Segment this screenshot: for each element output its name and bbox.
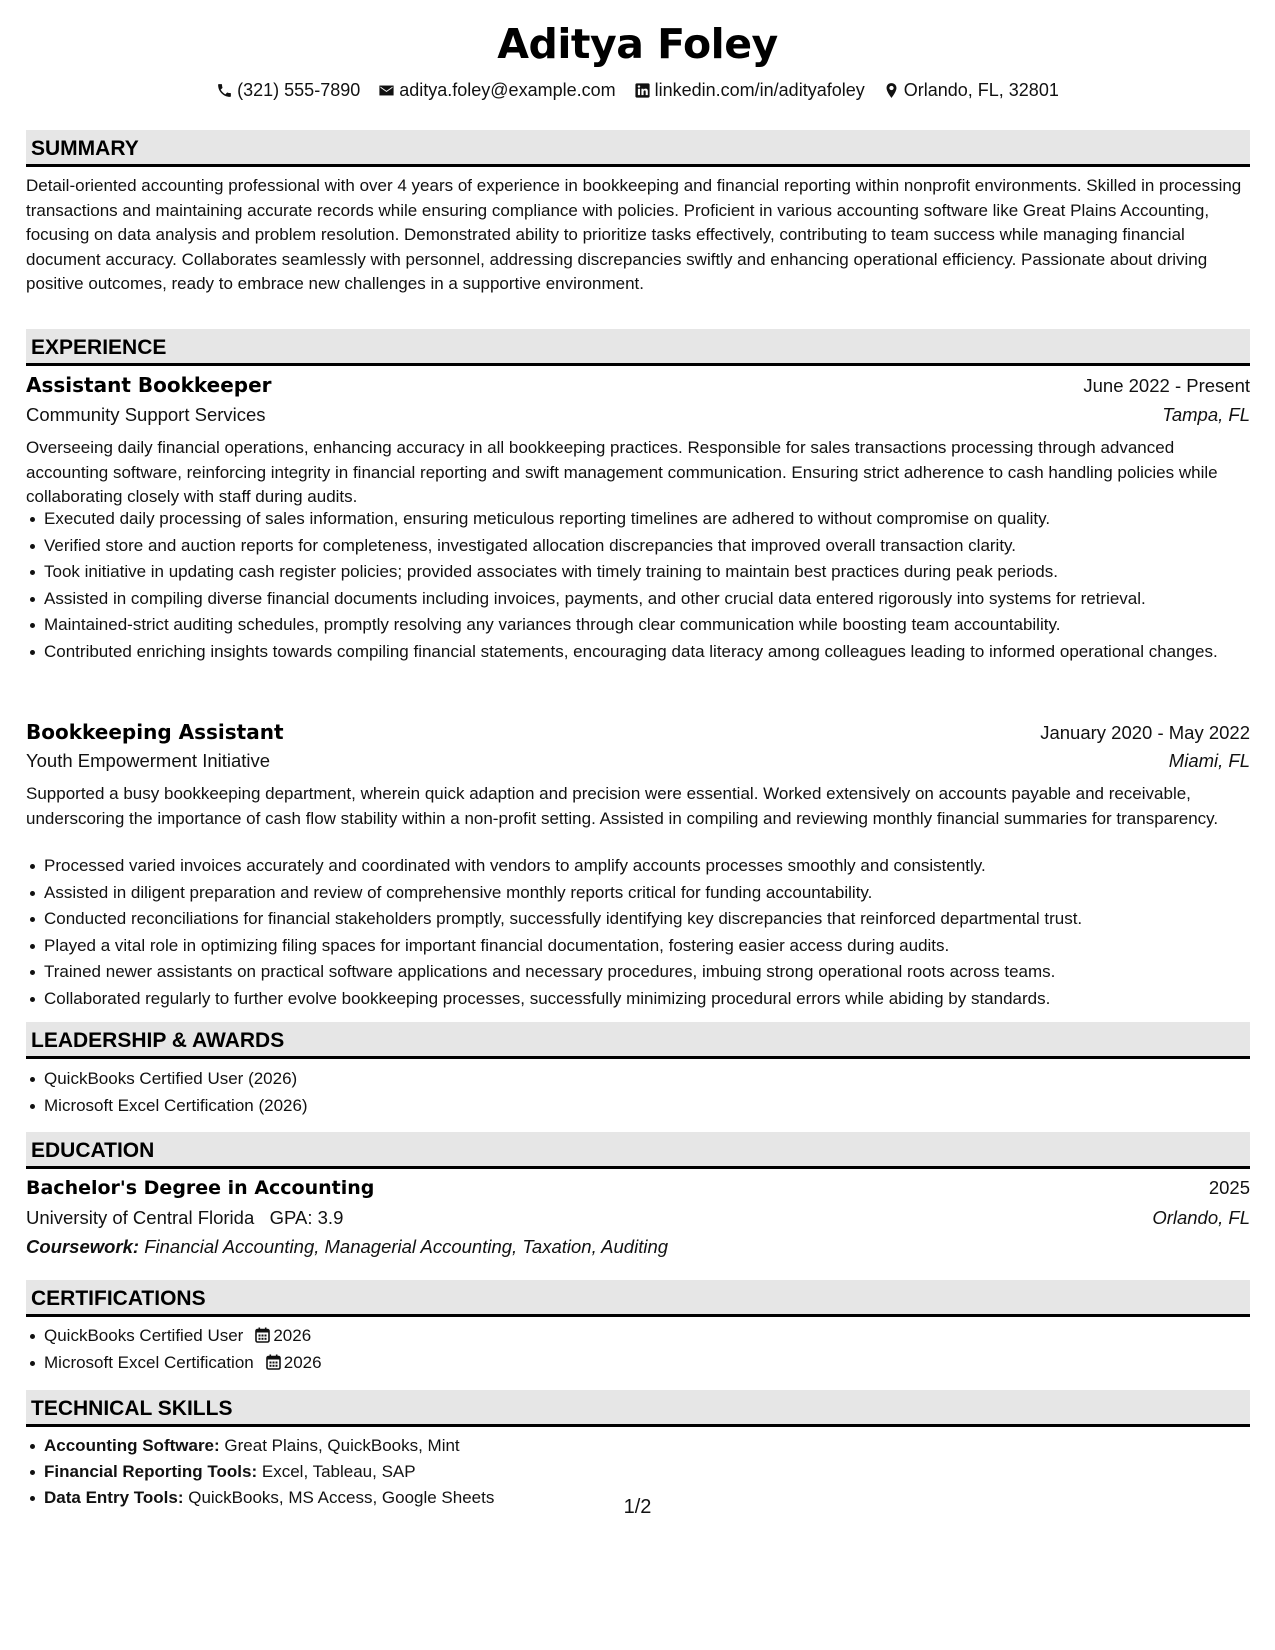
job-bullets xyxy=(26,854,1258,1013)
skill-label: Data Entry Tools: xyxy=(44,1488,184,1507)
certification-name: Microsoft Excel Certification xyxy=(44,1352,254,1372)
calendar-icon xyxy=(266,1354,281,1370)
list-item: Collaborated regularly to further evolve bookkeeping processes, successfully minimizing procedural errors while abiding by standards. xyxy=(44,987,1258,1012)
section-heading: SUMMARY xyxy=(31,137,139,160)
list-item: Played a vital role in optimizing filing spaces for important financial documentation, fostering easier access during audits. xyxy=(44,934,1258,959)
list-item: Executed daily processing of sales information, ensuring meticulous reporting timelines are adhered to without compromise on quality. xyxy=(44,507,1258,532)
coursework-row xyxy=(26,1236,1250,1258)
linkedin-icon xyxy=(634,82,651,99)
school-location: Orlando, FL xyxy=(1152,1207,1250,1228)
job-location: Tampa, FL xyxy=(1162,404,1250,425)
job-subheader xyxy=(26,404,1250,426)
phone-text: (321) 555-7890 xyxy=(237,80,361,100)
skill-label: Financial Reporting Tools: xyxy=(44,1462,258,1481)
list-item: Conducted reconciliations for financial stakeholders promptly, successfully identifying key discrepancies that reinforced departmental trust. xyxy=(44,907,1258,932)
contact-email[interactable] xyxy=(378,80,615,101)
location-text: Orlando, FL, 32801 xyxy=(903,80,1059,100)
list-item xyxy=(44,1324,1258,1349)
section-heading: CERTIFICATIONS xyxy=(31,1287,206,1310)
certification-name: QuickBooks Certified User xyxy=(44,1326,244,1345)
section-education xyxy=(26,1132,1250,1169)
calendar-icon xyxy=(255,1327,270,1343)
job-bullets xyxy=(26,507,1258,666)
section-heading: TECHNICAL SKILLS xyxy=(31,1397,233,1420)
coursework-label: Coursework: xyxy=(26,1236,140,1257)
section-skills xyxy=(26,1390,1250,1427)
list-item xyxy=(44,1460,1258,1484)
coursework xyxy=(26,1236,668,1258)
degree-title: Bachelor's Degree in Accounting xyxy=(26,1177,375,1199)
job-dates: June 2022 - Present xyxy=(1083,375,1250,396)
list-item: Trained newer assistants on practical software applications and necessary procedures, imbuing strong operational roots across teams. xyxy=(44,960,1258,985)
education-subheader xyxy=(26,1207,1250,1229)
list-item xyxy=(44,1351,1258,1376)
section-heading: EDUCATION xyxy=(31,1139,155,1162)
gpa: GPA: 3.9 xyxy=(269,1207,344,1228)
job-description: Supported a busy bookkeeping department, wherein quick adaption and precision were essential. Worked extensively on accounts payable and receivable, underscoring the importance of cash flow stability within a non-profit setting. Assisted in compiling and reviewing monthly financial summaries for transparency. xyxy=(26,784,1219,828)
phone-icon xyxy=(216,82,233,99)
section-summary xyxy=(26,130,1250,167)
section-certifications xyxy=(26,1280,1250,1317)
map-pin-icon xyxy=(883,82,900,99)
skill-value: QuickBooks, MS Access, Google Sheets xyxy=(188,1488,495,1507)
school-name: University of Central Florida xyxy=(26,1207,255,1228)
job-header xyxy=(26,720,1250,744)
job-title: Bookkeeping Assistant xyxy=(26,720,284,744)
school-info xyxy=(26,1207,343,1229)
contact-bar xyxy=(0,80,1275,101)
list-item: Assisted in diligent preparation and review of comprehensive monthly reports critical for funding accountability. xyxy=(44,881,1258,906)
job-location: Miami, FL xyxy=(1168,750,1250,771)
contact-phone xyxy=(216,80,360,101)
leadership-list xyxy=(26,1067,1258,1120)
section-heading: EXPERIENCE xyxy=(31,336,167,359)
job-header xyxy=(26,373,1250,397)
job-dates: January 2020 - May 2022 xyxy=(1040,722,1250,743)
list-item: Processed varied invoices accurately and coordinated with vendors to amplify accounts processes smoothly and consistently. xyxy=(44,854,1258,879)
skill-label: Accounting Software: xyxy=(44,1436,220,1455)
certification-year: 2026 xyxy=(283,1352,322,1372)
list-item: Assisted in compiling diverse financial documents including invoices, payments, and other crucial data entered rigorously into systems for retrieval. xyxy=(44,587,1258,612)
education-header xyxy=(26,1177,1250,1199)
envelope-icon xyxy=(378,82,395,99)
contact-location xyxy=(883,80,1059,101)
skill-value: Excel, Tableau, SAP xyxy=(261,1462,416,1481)
linkedin-text: linkedin.com/in/adityafoley xyxy=(654,80,865,100)
job-subheader xyxy=(26,750,1250,772)
certifications-list xyxy=(26,1324,1258,1377)
list-item: Took initiative in updating cash register policies; provided associates with timely training to maintain best practices during peak periods. xyxy=(44,560,1258,585)
list-item xyxy=(44,1434,1258,1458)
job-title: Assistant Bookkeeper xyxy=(26,373,272,397)
summary-text: Detail-oriented accounting professional with over 4 years of experience in bookkeeping and financial reporting within nonprofit environments. Skilled in processing transactions and maintaining accurate records while ensuring compliance with policies. Proficient in various accounting software like Great Plains Accounting, focusing on data analysis and problem resolution. Demonstrated ability to prioritize tasks effectively, contributing to team success while managing financial document accuracy. Collaborates seamlessly with personnel, addressing discrepancies swiftly and enhancing operational efficiency. Passionate about driving positive outcomes, ready to embrace new challenges in a supportive environment. xyxy=(26,176,1242,293)
certification-year: 2026 xyxy=(273,1326,312,1345)
section-experience xyxy=(26,329,1250,366)
coursework-list: Financial Accounting, Managerial Accounting, Taxation, Auditing xyxy=(144,1236,669,1257)
job-company: Community Support Services xyxy=(26,404,266,425)
job-company: Youth Empowerment Initiative xyxy=(26,750,271,771)
list-item: Verified store and auction reports for completeness, investigated allocation discrepancies that improved overall transaction clarity. xyxy=(44,534,1258,559)
candidate-name: Aditya Foley xyxy=(497,20,778,68)
graduation-year: 2025 xyxy=(1208,1177,1250,1198)
contact-linkedin[interactable] xyxy=(634,80,865,101)
list-item: QuickBooks Certified User (2026) xyxy=(44,1067,1258,1092)
email-text: aditya.foley@example.com xyxy=(399,80,616,100)
section-heading: LEADERSHIP & AWARDS xyxy=(31,1029,285,1052)
job-description: Overseeing daily financial operations, enhancing accuracy in all bookkeeping practices. Responsible for sales transactions processing through advanced accounting software, reinforcing integrity in financial reporting and swift management communication. Ensuring strict adherence to cash handling policies while collaborating closely with staff during audits. xyxy=(26,438,1218,506)
list-item: Microsoft Excel Certification (2026) xyxy=(44,1094,1258,1119)
page-number: 1/2 xyxy=(623,1496,652,1518)
skill-value: Great Plains, QuickBooks, Mint xyxy=(224,1436,460,1455)
section-leadership xyxy=(26,1022,1250,1059)
list-item: Contributed enriching insights towards compiling financial statements, encouraging data literacy among colleagues leading to informed operational changes. xyxy=(44,640,1258,665)
list-item: Maintained-strict auditing schedules, promptly resolving any variances through clear communication while boosting team accountability. xyxy=(44,613,1258,638)
